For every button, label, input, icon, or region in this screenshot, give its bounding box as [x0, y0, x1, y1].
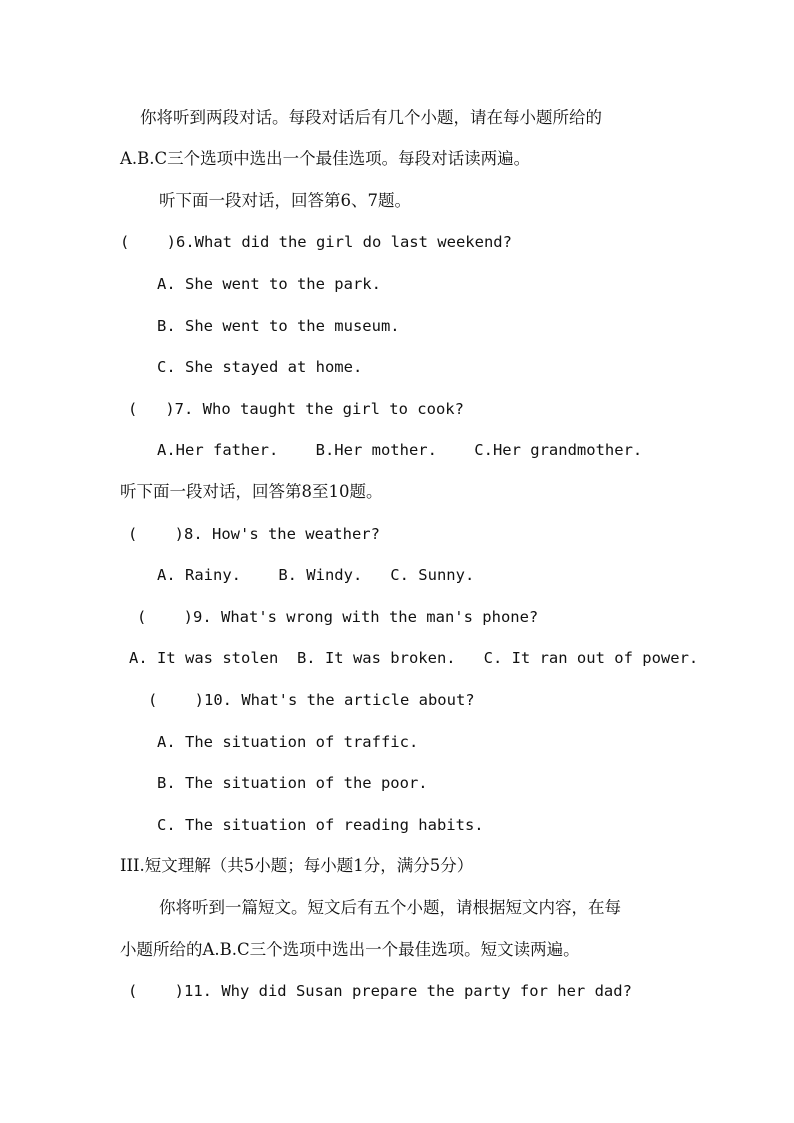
section-iii-heading: III.短文理解（共5小题；每小题1分，满分5分）: [120, 856, 474, 875]
instruction-8-10: 听下面一段对话，回答第8至10题。: [120, 482, 383, 501]
q10-option-c: C. The situation of reading habits.: [157, 816, 484, 834]
q6-option-b: B. She went to the museum.: [157, 317, 400, 335]
q7-options: A.Her father. B.Her mother. C.Her grandmother.: [157, 441, 643, 459]
intro-line-1: 你将听到两段对话。每段对话后有几个小题，请在每小题所给的: [140, 108, 602, 127]
question-10: ( )10. What's the article about?: [148, 691, 475, 709]
intro-line-2: A.B.C三个选项中选出一个最佳选项。每段对话读两遍。: [120, 149, 531, 168]
section-iii-instruction-2: 小题所给的A.B.C三个选项中选出一个最佳选项。短文读两遍。: [120, 940, 580, 959]
q10-option-a: A. The situation of traffic.: [157, 733, 419, 751]
question-9: ( )9. What's wrong with the man's phone?: [137, 608, 539, 626]
section-iii-instruction-1: 你将听到一篇短文。短文后有五个小题，请根据短文内容，在每: [159, 898, 621, 917]
q6-option-c: C. She stayed at home.: [157, 358, 363, 376]
instruction-6-7: 听下面一段对话，回答第6、7题。: [159, 191, 411, 210]
question-8: ( )8. How's the weather?: [128, 525, 380, 543]
question-6: ( )6.What did the girl do last weekend?: [120, 233, 512, 251]
q6-option-a: A. She went to the park.: [157, 275, 381, 293]
q8-options: A. Rainy. B. Windy. C. Sunny.: [157, 566, 475, 584]
question-7: ( )7. Who taught the girl to cook?: [128, 400, 464, 418]
q10-option-b: B. The situation of the poor.: [157, 774, 428, 792]
q9-options: A. It was stolen B. It was broken. C. It ran out of power.: [129, 649, 699, 667]
question-11: ( )11. Why did Susan prepare the party for her dad?: [128, 982, 632, 1000]
